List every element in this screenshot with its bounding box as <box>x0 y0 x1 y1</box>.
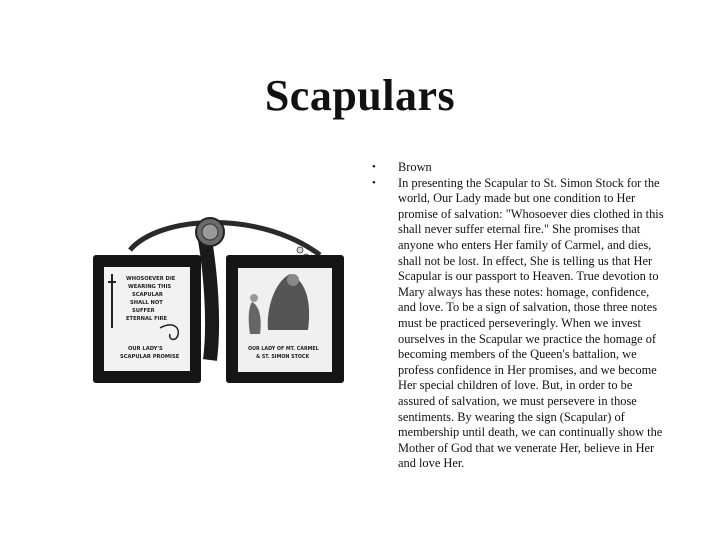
bullet-item <box>368 176 668 472</box>
scapular-left-panel <box>93 255 201 383</box>
svg-text:ETERNAL FIRE: ETERNAL FIRE <box>126 316 168 322</box>
svg-text:SCAPULAR: SCAPULAR <box>132 292 163 298</box>
scapular-right-panel <box>226 255 344 383</box>
svg-text:SUFFER: SUFFER <box>132 308 155 314</box>
bullet-text: In presenting the Scapular to St. Simon Stock for the world, Our Lady made but one condition to Her promise of salvation: "Whosoever dies clothed in this shall never suffer eternal fire." She promises that anyone who enters Her family of Carmel, and dies, shall not be lost. In effect, She is telling us that Her Scapular is our passport to Heaven. True devotion to Mary always has these notes: homage, confidence, and love. To be a sign of salvation, those three notes must be practiced perseveringly. When we invest ourselves in the Scapular we practice the homage of becoming members of the Queen's battalion, we profess confidence in Her promises, and we become Her special children of love. But, in order to be assured of salvation, we must persevere in those sentiments. By wearing the sign (Scapular) of membership until death, we can continually show the Mother of God that we venerate Her, believe in Her and love Her. <box>398 175 664 471</box>
scapular-image <box>90 210 355 385</box>
bullet-glyph: • <box>372 176 376 189</box>
svg-text:OUR LADY'S: OUR LADY'S <box>128 346 163 352</box>
bullet-glyph: • <box>372 161 376 173</box>
bullet-item <box>368 160 668 176</box>
cord-bundle <box>205 240 212 360</box>
svg-text:SHALL NOT: SHALL NOT <box>130 300 163 306</box>
svg-text:OUR LADY OF MT. CARMEL: OUR LADY OF MT. CARMEL <box>248 347 319 352</box>
cord-top <box>130 223 320 256</box>
bullet-list <box>368 160 668 472</box>
slide-title: Scapulars <box>264 71 456 120</box>
svg-text:WHOSOEVER DIE: WHOSOEVER DIE <box>126 276 176 282</box>
svg-text:WEARING THIS: WEARING THIS <box>128 284 172 290</box>
svg-text:SCAPULAR PROMISE: SCAPULAR PROMISE <box>120 354 180 360</box>
bullet-text: Brown <box>398 160 432 174</box>
svg-text:& ST. SIMON STOCK: & ST. SIMON STOCK <box>256 355 310 360</box>
